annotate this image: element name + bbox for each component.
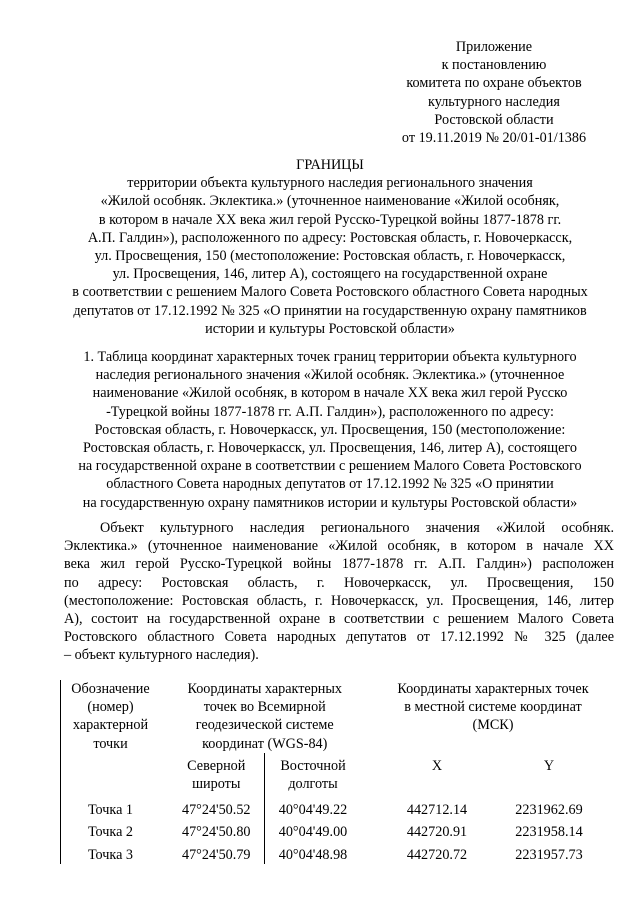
header-msk: [381, 680, 605, 753]
section-line: наследия регионального значения «Жилой особняк. Эклектика.» (уточненное: [95, 367, 565, 384]
section-line: -Турецкой войны 1877-1878 гг. А.П. Галдин»), расположенного по адресу:: [106, 403, 554, 420]
paragraph-line: века жил герой Русско-Турецкой войны 1877-1878 гг. А.П. Галдин») расположен: [64, 556, 614, 573]
point-label: Точка 3: [87, 846, 134, 863]
header-msk-line: Координаты характерных точек: [397, 681, 589, 697]
north-value: 47°24'50.79: [181, 846, 251, 863]
x-value: 442720.72: [406, 846, 468, 863]
header-designation: [65, 680, 157, 753]
header-wgs-line: точек во Всемирной: [203, 699, 326, 716]
subheader-north-line: Северной: [187, 757, 246, 774]
appendix-line: к постановлению: [441, 57, 547, 74]
appendix-line: комитета по охране объектов: [406, 75, 582, 92]
heading-line: ул. Просвещения, 146, литер А), состоящего на государственной охране: [112, 266, 548, 283]
heading-line: территории объекта культурного наследия регионального значения: [127, 175, 533, 192]
east-value: 40°04'49.00: [278, 824, 348, 841]
section-line: на государственную охрану памятников истории и культуры Ростовской области»: [82, 494, 578, 511]
header-designation-line: характерной: [72, 717, 149, 734]
section-line: Ростовская область, г. Новочеркасск, ул. Просвещения, 146, литер А), состоящего: [83, 440, 577, 457]
section-line: Ростовская область, г. Новочеркасск, ул. Просвещения, 150 (местоположение:: [94, 421, 566, 438]
document-heading: [40, 156, 620, 338]
paragraph-line: Эклектика.» (уточненное наименование «Жилой особняк, в котором в начале XX: [64, 538, 614, 555]
paragraph-line: (местоположение: Ростовская область, г. Новочеркасск, ул. Просвещения, 146, литер: [64, 592, 614, 609]
header-designation-line: Обозначение: [71, 681, 150, 697]
east-value: 40°04'48.98: [278, 846, 348, 863]
subheader-north-line: широты: [192, 776, 241, 793]
paragraph-line: по адресу: Ростовская область, г. Новочеркасск, ул. Просвещения, 150: [64, 574, 614, 591]
point-label: Точка 2: [87, 824, 134, 841]
heading-line: ул. Просвещения, 150 (местоположение: Ростовская область, г. Новочеркасск,: [94, 248, 566, 265]
section-line: 1. Таблица координат характерных точек границ территории объекта культурного: [83, 349, 577, 365]
header-designation-line: (номер): [87, 699, 134, 716]
section-line: областного Совета народных депутатов от 17.12.1992 № 325 «О принятии: [106, 476, 554, 493]
north-value: 47°24'50.80: [181, 824, 251, 841]
table-row: [61, 819, 606, 841]
paragraph-line: – объект культурного наследия).: [64, 647, 259, 664]
header-wgs-line: координат (WGS-84): [202, 735, 328, 752]
paragraph-line: Объект культурного наследия регионального значения «Жилой особняк.: [100, 520, 614, 536]
y-value: 2231957.73: [515, 846, 583, 863]
header-wgs-line: геодезической системе: [195, 717, 334, 734]
point-label: Точка 1: [87, 802, 134, 819]
section-line: на государственной охране в соответствии с решением Малого Совета Ростовского: [78, 458, 582, 475]
table-row: [61, 793, 606, 819]
east-value: 40°04'49.22: [278, 802, 348, 819]
heading-line: истории и культуры Ростовской области»: [205, 320, 455, 337]
paragraph-line: Ростовского областного Совета народных депутатов от 17.12.1992 № 325 (далее: [64, 629, 614, 646]
header-wgs-line: Координаты характерных: [187, 681, 343, 697]
section-1-caption: [40, 348, 620, 512]
table-row: [61, 842, 606, 864]
subheader-east-line: Восточной: [280, 757, 346, 774]
heading-line: в котором в начале XX века жил герой Русско-Турецкой войны 1877-1878 гг.: [98, 211, 562, 228]
header-msk-line: в местной системе координат: [404, 699, 582, 716]
appendix-line: культурного наследия: [428, 93, 560, 110]
document-title: ГРАНИЦЫ: [296, 157, 364, 173]
subheader-y: Y: [543, 757, 555, 774]
header-wgs: [169, 680, 362, 753]
appendix-line: Ростовской области: [434, 111, 554, 128]
heading-line: «Жилой особняк. Эклектика.» (уточненное наименование «Жилой особняк,: [100, 193, 560, 210]
heading-line: в соответствии с решением Малого Совета Ростовского областного Совета народных: [72, 284, 588, 301]
header-designation-line: точки: [93, 735, 128, 752]
y-value: 2231962.69: [515, 802, 583, 819]
subheader-east-line: долготы: [288, 776, 338, 793]
appendix-block: [374, 38, 614, 147]
x-value: 442720.91: [406, 824, 468, 841]
header-msk-line: (МСК): [472, 717, 514, 734]
y-value: 2231958.14: [515, 824, 583, 841]
table-header-row: [61, 680, 606, 753]
coordinates-table: [60, 680, 605, 864]
section-line: наименование «Жилой особняк, в котором в начале XX века жил герой Русско: [92, 385, 568, 402]
x-value: 442712.14: [406, 802, 468, 819]
appendix-date-line: от 19.11.2019 № 20/01-01/1386: [401, 130, 587, 147]
body-paragraph: [64, 519, 614, 665]
north-value: 47°24'50.52: [181, 802, 251, 819]
appendix-line: Приложение: [455, 39, 533, 55]
subheader-north: [169, 753, 265, 793]
paragraph-line: А), состоит на государственной охране в соответствии с решением Малого Совета: [64, 611, 614, 628]
heading-line: депутатов от 17.12.1992 № 325 «О принятии на государственную охрану памятников: [73, 302, 587, 319]
subheader-east: [265, 753, 361, 793]
table-subheader-row: [61, 753, 606, 793]
subheader-x: X: [431, 757, 443, 774]
heading-line: А.П. Галдин»), расположенного по адресу: Ростовская область, г. Новочеркасск,: [87, 229, 573, 246]
